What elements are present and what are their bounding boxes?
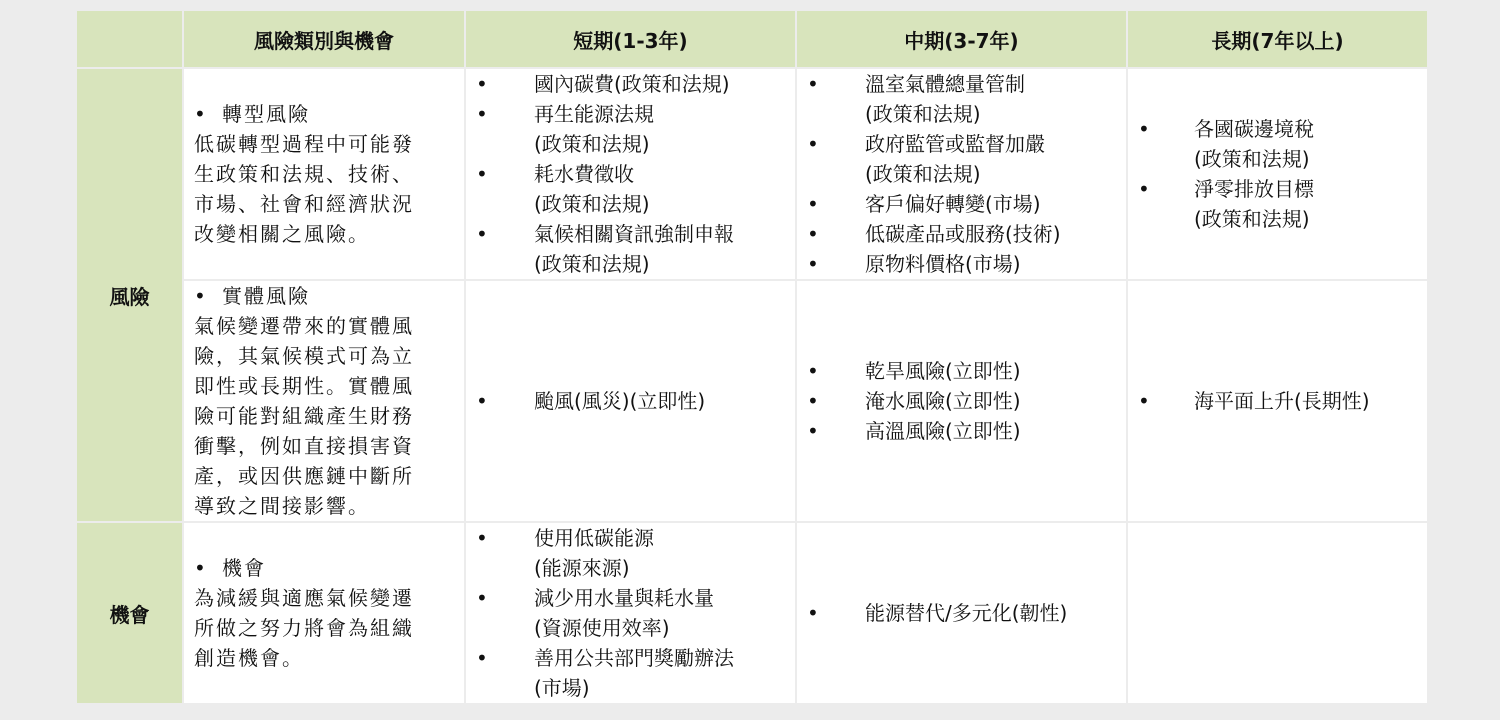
item-text: 氣候相關資訊強制申報 [534, 222, 734, 246]
physical-risk-description-cell [184, 281, 464, 521]
item-text: 減少用水量與耗水量 [534, 586, 714, 610]
bullet-icon: • [476, 162, 488, 186]
opportunity-description-cell [184, 523, 464, 703]
physical-risk-desc-line: 導致之間接影響。 [194, 494, 370, 518]
list-item [797, 416, 1126, 446]
item-text: 各國碳邊境稅 [1194, 117, 1314, 141]
physical-risk-short-cell [466, 281, 795, 521]
item-subtext: (政策和法規) [1194, 207, 1310, 231]
list-item [1128, 114, 1427, 174]
physical-risk-mid-cell [797, 281, 1126, 521]
bullet-icon: • [807, 72, 819, 96]
bullet-icon: • [476, 102, 488, 126]
transition-risk-title [194, 99, 458, 129]
item-text: 善用公共部門獎勵辦法 [534, 646, 734, 670]
list-item [466, 583, 795, 643]
bullet-icon: • [194, 102, 208, 126]
opportunity-desc-line: 創造機會。 [194, 646, 304, 670]
list-item [466, 159, 795, 219]
bullet-icon: • [807, 222, 819, 246]
item-subtext: (資源使用效率) [534, 616, 670, 640]
opportunity-row [77, 523, 1427, 703]
list-item [797, 189, 1126, 219]
bullet-icon: • [476, 586, 488, 610]
physical-risk-desc-line: 氣候變遷帶來的實體風 [194, 314, 414, 338]
item-text: 能源替代/多元化(韌性) [865, 601, 1068, 625]
bullet-icon: • [1138, 389, 1150, 413]
item-subtext: (政策和法規) [534, 252, 650, 276]
header-mid-term: 中期(3-7年) [797, 11, 1126, 67]
bullet-icon: • [807, 389, 819, 413]
transition-risk-mid-cell [797, 69, 1126, 279]
item-subtext: (政策和法規) [1194, 147, 1310, 171]
item-text: 使用低碳能源 [534, 526, 654, 550]
header-short-term: 短期(1-3年) [466, 11, 795, 67]
item-text: 政府監管或監督加嚴 [865, 132, 1045, 156]
item-subtext: (政策和法規) [534, 132, 650, 156]
transition-risk-desc-line: 市場、社會和經濟狀況 [194, 192, 414, 216]
physical-risk-title-text: 實體風險 [222, 284, 310, 308]
bullet-icon: • [807, 132, 819, 156]
list-item [797, 386, 1126, 416]
item-text: 再生能源法規 [534, 102, 654, 126]
opportunity-desc-line: 所做之努力將會為組織 [194, 616, 414, 640]
item-text: 原物料價格(市場) [865, 252, 1021, 276]
bullet-icon: • [1138, 177, 1150, 201]
physical-risk-desc-line: 即性或長期性。實體風 [194, 374, 414, 398]
item-subtext: (能源來源) [534, 556, 630, 580]
bullet-icon: • [807, 252, 819, 276]
bullet-icon: • [807, 359, 819, 383]
corner-cell [77, 11, 182, 67]
transition-risk-desc-line: 低碳轉型過程中可能發 [194, 132, 414, 156]
list-item [1128, 386, 1427, 416]
transition-risk-long-cell [1128, 69, 1427, 279]
header-row [77, 11, 1427, 67]
opportunity-title [194, 553, 458, 583]
list-item [466, 69, 795, 99]
opportunity-mid-cell [797, 523, 1126, 703]
list-item [797, 219, 1126, 249]
list-item [797, 249, 1126, 279]
risk-side-label: 風險 [77, 69, 182, 521]
physical-risk-desc-line: 衝擊，例如直接損害資 [194, 434, 414, 458]
item-subtext: (市場) [534, 676, 590, 700]
list-item [466, 99, 795, 159]
item-subtext: (政策和法規) [865, 162, 981, 186]
item-text: 國內碳費(政策和法規) [534, 72, 730, 96]
item-text: 海平面上升(長期性) [1194, 389, 1370, 413]
transition-risk-title-text: 轉型風險 [222, 102, 310, 126]
risk-opportunity-table [75, 9, 1429, 705]
physical-risk-desc-line: 險，其氣候模式可為立 [194, 344, 414, 368]
transition-risk-desc-line: 生政策和法規、技術、 [194, 162, 414, 186]
opportunity-long-cell [1128, 523, 1427, 703]
opportunity-short-cell [466, 523, 795, 703]
transition-risk-short-cell [466, 69, 795, 279]
item-text: 低碳產品或服務(技術) [865, 222, 1061, 246]
transition-risk-row [77, 69, 1427, 279]
physical-risk-title [194, 281, 458, 311]
list-item [797, 598, 1126, 628]
item-subtext: (政策和法規) [865, 102, 981, 126]
transition-risk-description-cell [184, 69, 464, 279]
physical-risk-desc-line: 險可能對組織產生財務 [194, 404, 414, 428]
item-subtext: (政策和法規) [534, 192, 650, 216]
item-text: 溫室氣體總量管制 [865, 72, 1025, 96]
transition-risk-desc-line: 改變相關之風險。 [194, 222, 370, 246]
physical-risk-long-cell [1128, 281, 1427, 521]
bullet-icon: • [476, 72, 488, 96]
item-text: 高溫風險(立即性) [865, 419, 1021, 443]
bullet-icon: • [807, 601, 819, 625]
item-text: 淨零排放目標 [1194, 177, 1314, 201]
header-category: 風險類別與機會 [184, 11, 464, 67]
list-item [466, 643, 795, 703]
opportunity-desc-line: 為減緩與適應氣候變遷 [194, 586, 414, 610]
list-item [466, 523, 795, 583]
bullet-icon: • [476, 526, 488, 550]
bullet-icon: • [194, 284, 208, 308]
list-item [797, 69, 1126, 129]
item-text: 客戶偏好轉變(市場) [865, 192, 1041, 216]
item-text: 颱風(風災)(立即性) [534, 389, 706, 413]
physical-risk-desc-line: 產，或因供應鏈中斷所 [194, 464, 414, 488]
bullet-icon: • [476, 389, 488, 413]
header-long-term: 長期(7年以上) [1128, 11, 1427, 67]
item-text: 耗水費徵收 [534, 162, 634, 186]
bullet-icon: • [807, 192, 819, 216]
bullet-icon: • [1138, 117, 1150, 141]
risk-opportunity-table-container [77, 11, 1427, 701]
item-text: 乾旱風險(立即性) [865, 359, 1021, 383]
bullet-icon: • [476, 222, 488, 246]
list-item [797, 129, 1126, 189]
opportunity-title-text: 機會 [222, 556, 266, 580]
bullet-icon: • [194, 556, 208, 580]
bullet-icon: • [476, 646, 488, 670]
bullet-icon: • [807, 419, 819, 443]
list-item [1128, 174, 1427, 234]
opportunity-side-label: 機會 [77, 523, 182, 703]
list-item [797, 356, 1126, 386]
list-item [466, 386, 795, 416]
physical-risk-row [77, 281, 1427, 521]
item-text: 淹水風險(立即性) [865, 389, 1021, 413]
list-item [466, 219, 795, 279]
